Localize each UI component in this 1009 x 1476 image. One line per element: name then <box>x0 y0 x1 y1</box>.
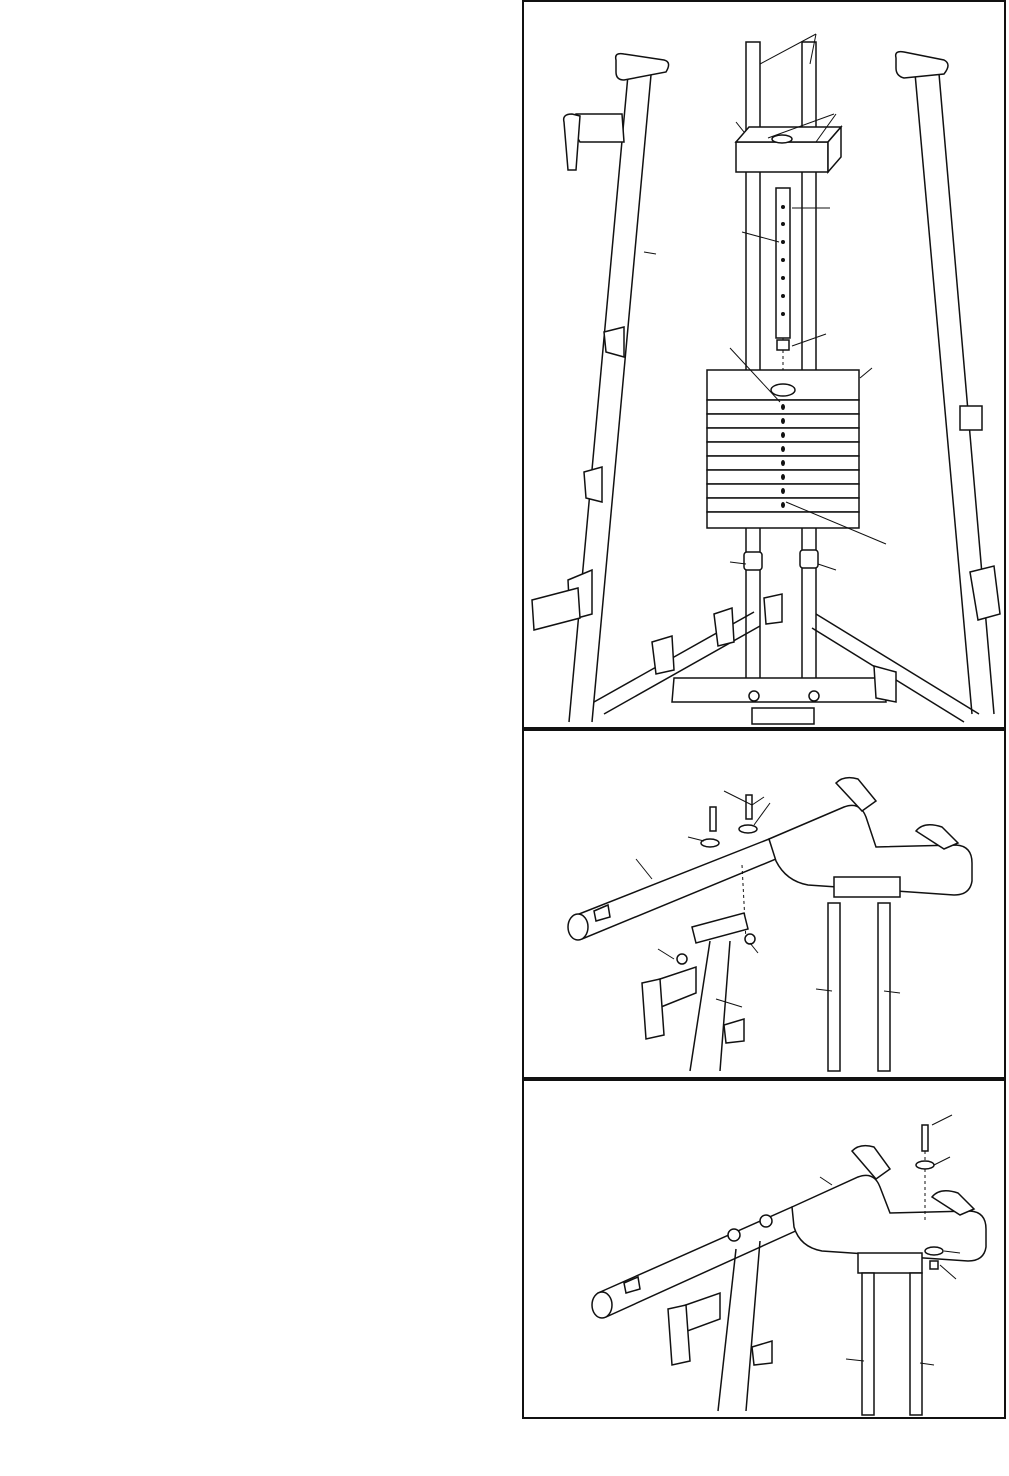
weight-stack-drawing <box>524 2 1006 729</box>
crossbar-fastening-drawing <box>524 1081 1006 1419</box>
crossbar <box>769 778 972 897</box>
vertical-posts-bot <box>862 1273 922 1415</box>
blank-text-column <box>0 0 500 1476</box>
right-upright <box>896 52 1000 714</box>
upper-frame-diagram-panel <box>522 729 1006 1079</box>
weight-plates <box>707 370 859 528</box>
crossbar-bot <box>792 1146 986 1273</box>
base-frame <box>594 594 979 724</box>
crossbar-fastening-diagram-panel <box>522 1079 1006 1419</box>
upper-frame-drawing <box>524 731 1006 1079</box>
vertical-posts <box>828 903 890 1071</box>
side-upright-mid <box>642 913 755 1071</box>
bumpers <box>744 550 818 570</box>
left-upright <box>532 54 669 722</box>
top-plate <box>736 127 841 172</box>
weight-stack-diagram-panel <box>522 0 1006 729</box>
selector-rod <box>776 188 790 382</box>
